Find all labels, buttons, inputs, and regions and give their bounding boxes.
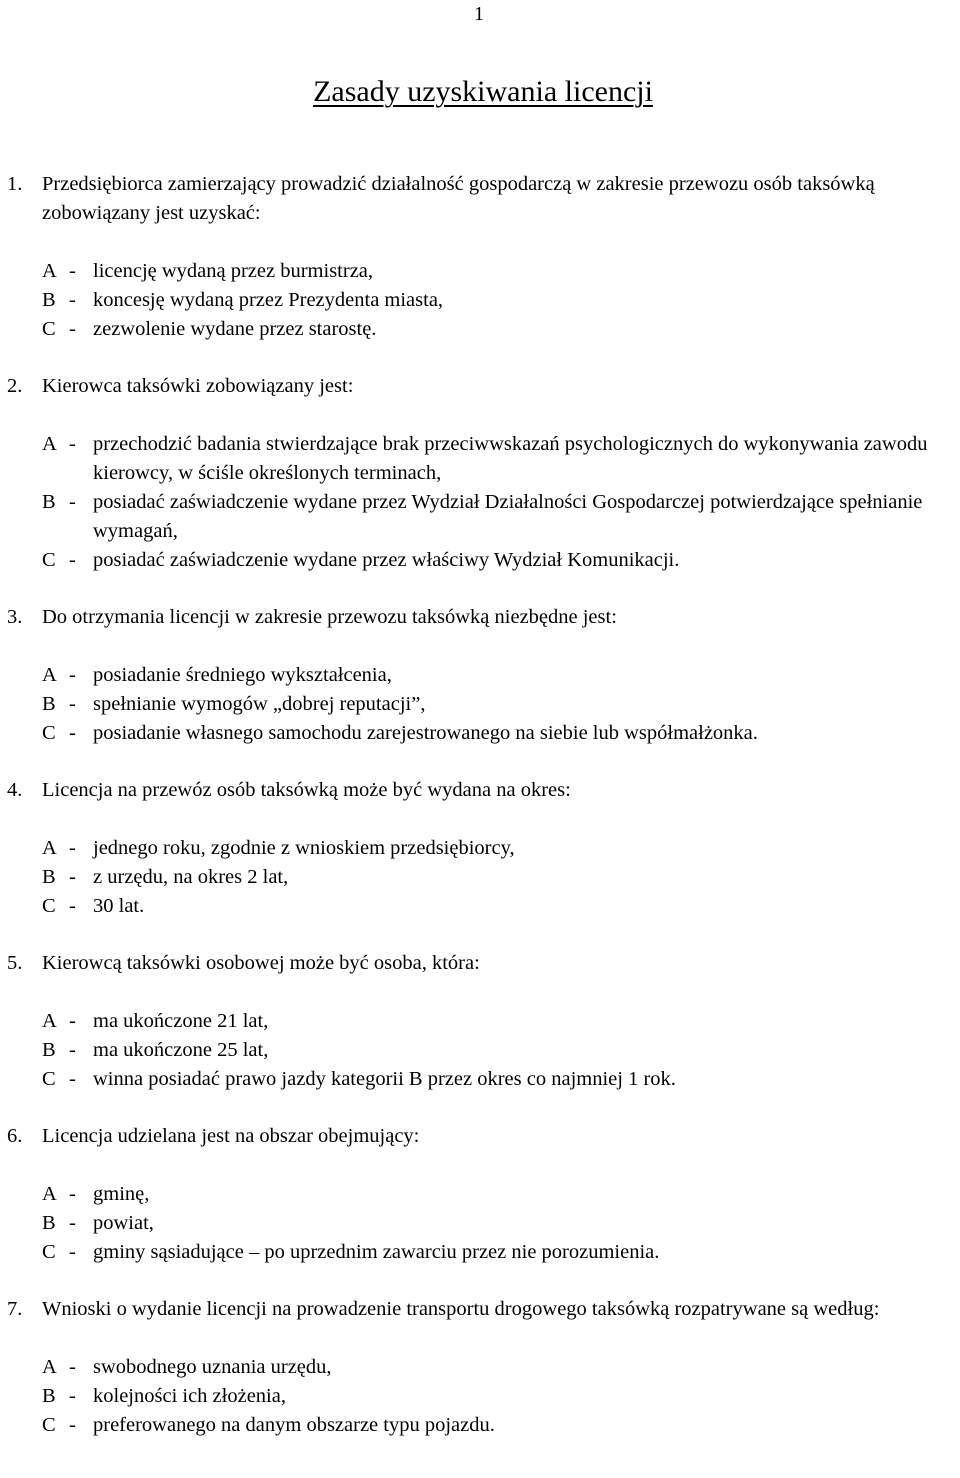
answer-letter: B	[42, 1039, 56, 1061]
answer-letter: A	[42, 433, 57, 455]
answer-text: posiadanie średniego wykształcenia,	[93, 664, 392, 686]
question-item	[0, 1295, 960, 1440]
answer-text: preferowanego na danym obszarze typu pojazdu.	[93, 1414, 495, 1436]
answer-letter: B	[42, 491, 56, 513]
answer-list	[42, 1353, 960, 1440]
answer-dash: -	[69, 693, 76, 715]
answer-option	[42, 661, 960, 690]
answer-dash: -	[69, 1212, 76, 1234]
answer-option	[42, 863, 960, 892]
answer-option	[42, 1180, 960, 1209]
question-spacer	[0, 1094, 960, 1122]
answer-list	[42, 834, 960, 921]
question-item	[0, 949, 960, 1094]
question-text: Licencja udzielana jest na obszar obejmujący:	[42, 1125, 420, 1147]
answer-text: 30 lat.	[93, 895, 145, 917]
answer-text: gminę,	[93, 1183, 150, 1205]
answer-dash: -	[69, 1356, 76, 1378]
question-text: Wnioski o wydanie licencji na prowadzenie transportu drogowego taksówką rozpatrywane są według:	[42, 1298, 880, 1320]
answer-text: posiadać zaświadczenie wydane przez właściwy Wydział Komunikacji.	[93, 549, 680, 571]
question-spacer	[0, 344, 960, 372]
answer-letter: C	[42, 895, 56, 917]
answer-text: przechodzić badania stwierdzające brak przeciwwskazań psychologicznych do wykonywania zawodu kierowcy, w ściśle określonych terminach,	[93, 433, 928, 484]
answer-option	[42, 892, 960, 921]
answer-letter: A	[42, 1183, 57, 1205]
answer-text: winna posiadać prawo jazdy kategorii B przez okres co najmniej 1 rok.	[93, 1068, 676, 1090]
answer-text: spełnianie wymogów „dobrej reputacji”,	[93, 693, 426, 715]
answer-letter: B	[42, 693, 56, 715]
answer-dash: -	[69, 289, 76, 311]
answer-dash: -	[69, 260, 76, 282]
answer-letter: B	[42, 866, 56, 888]
question-number: 7.	[7, 1298, 23, 1320]
answer-letter: B	[42, 289, 56, 311]
answer-dash: -	[69, 895, 76, 917]
answer-dash: -	[69, 1039, 76, 1061]
question-text: Przedsiębiorca zamierzający prowadzić działalność gospodarczą w zakresie przewozu osób taksówką zobowiązany jest uzyskać:	[42, 173, 875, 224]
answer-option	[42, 690, 960, 719]
question-item	[0, 1122, 960, 1267]
answer-text: swobodnego uznania urzędu,	[93, 1356, 332, 1378]
answer-list	[42, 257, 960, 344]
answer-option	[42, 1036, 960, 1065]
question-spacer	[0, 575, 960, 603]
answer-letter: C	[42, 722, 56, 744]
answer-dash: -	[69, 722, 76, 744]
question-number: 3.	[7, 606, 23, 628]
answer-option	[42, 1007, 960, 1036]
answer-letter: A	[42, 260, 57, 282]
answer-option	[42, 1353, 960, 1382]
answer-text: licencję wydaną przez burmistrza,	[93, 260, 374, 282]
answer-option	[42, 286, 960, 315]
answer-text: zezwolenie wydane przez starostę.	[93, 318, 377, 340]
answer-dash: -	[69, 1068, 76, 1090]
answer-dash: -	[69, 1241, 76, 1263]
question-text: Kierowca taksówki zobowiązany jest:	[42, 375, 354, 397]
answer-option	[42, 315, 960, 344]
question-number: 1.	[7, 173, 23, 195]
page-number: 1	[474, 3, 484, 25]
answer-option	[42, 257, 960, 286]
answer-option	[42, 488, 960, 546]
answer-dash: -	[69, 433, 76, 455]
answer-list	[42, 1180, 960, 1267]
question-number: 5.	[7, 952, 23, 974]
answer-letter: C	[42, 1414, 56, 1436]
answer-dash: -	[69, 1010, 76, 1032]
answer-option	[42, 1411, 960, 1440]
question-item	[0, 372, 960, 575]
answer-option	[42, 430, 960, 488]
answer-letter: B	[42, 1385, 56, 1407]
answer-option	[42, 1209, 960, 1238]
page-title: Zasady uzyskiwania licencji	[313, 75, 653, 108]
answer-text: ma ukończone 21 lat,	[93, 1010, 269, 1032]
answer-option	[42, 834, 960, 863]
answer-dash: -	[69, 318, 76, 340]
answer-letter: C	[42, 549, 56, 571]
answer-dash: -	[69, 1183, 76, 1205]
answer-letter: A	[42, 664, 57, 686]
answer-list	[42, 661, 960, 748]
answer-letter: C	[42, 318, 56, 340]
question-item	[0, 776, 960, 921]
answer-dash: -	[69, 1385, 76, 1407]
question-spacer	[0, 921, 960, 949]
question-text: Kierowcą taksówki osobowej może być osoba, która:	[42, 952, 480, 974]
answer-letter: A	[42, 1356, 57, 1378]
answer-option	[42, 1382, 960, 1411]
answer-text: z urzędu, na okres 2 lat,	[93, 866, 289, 888]
answer-dash: -	[69, 664, 76, 686]
answer-text: posiadanie własnego samochodu zarejestrowanego na siebie lub współmałżonka.	[93, 722, 758, 744]
answer-text: posiadać zaświadczenie wydane przez Wydział Działalności Gospodarczej potwierdzające spełnianie wymagań,	[93, 491, 923, 542]
answer-dash: -	[69, 491, 76, 513]
question-list	[0, 170, 960, 1440]
answer-text: kolejności ich złożenia,	[93, 1385, 286, 1407]
answer-dash: -	[69, 1414, 76, 1436]
question-number: 2.	[7, 375, 23, 397]
answer-text: ma ukończone 25 lat,	[93, 1039, 269, 1061]
answer-option	[42, 1065, 960, 1094]
question-number: 4.	[7, 779, 23, 801]
answer-letter: A	[42, 837, 57, 859]
answer-list	[42, 430, 960, 575]
answer-list	[42, 1007, 960, 1094]
question-text: Do otrzymania licencji w zakresie przewozu taksówką niezbędne jest:	[42, 606, 617, 628]
question-spacer	[0, 1267, 960, 1295]
answer-letter: C	[42, 1068, 56, 1090]
answer-letter: A	[42, 1010, 57, 1032]
question-text: Licencja na przewóz osób taksówką może być wydana na okres:	[42, 779, 571, 801]
question-number: 6.	[7, 1125, 23, 1147]
answer-option	[42, 546, 960, 575]
answer-text: powiat,	[93, 1212, 154, 1234]
answer-dash: -	[69, 549, 76, 571]
answer-letter: B	[42, 1212, 56, 1234]
answer-text: koncesję wydaną przez Prezydenta miasta,	[93, 289, 444, 311]
answer-option	[42, 1238, 960, 1267]
answer-option	[42, 719, 960, 748]
answer-letter: C	[42, 1241, 56, 1263]
question-spacer	[0, 748, 960, 776]
answer-dash: -	[69, 837, 76, 859]
question-item	[0, 170, 960, 344]
answer-text: jednego roku, zgodnie z wnioskiem przedsiębiorcy,	[93, 837, 515, 859]
answer-dash: -	[69, 866, 76, 888]
answer-text: gminy sąsiadujące – po uprzednim zawarciu przez nie porozumienia.	[93, 1241, 660, 1263]
question-item	[0, 603, 960, 748]
